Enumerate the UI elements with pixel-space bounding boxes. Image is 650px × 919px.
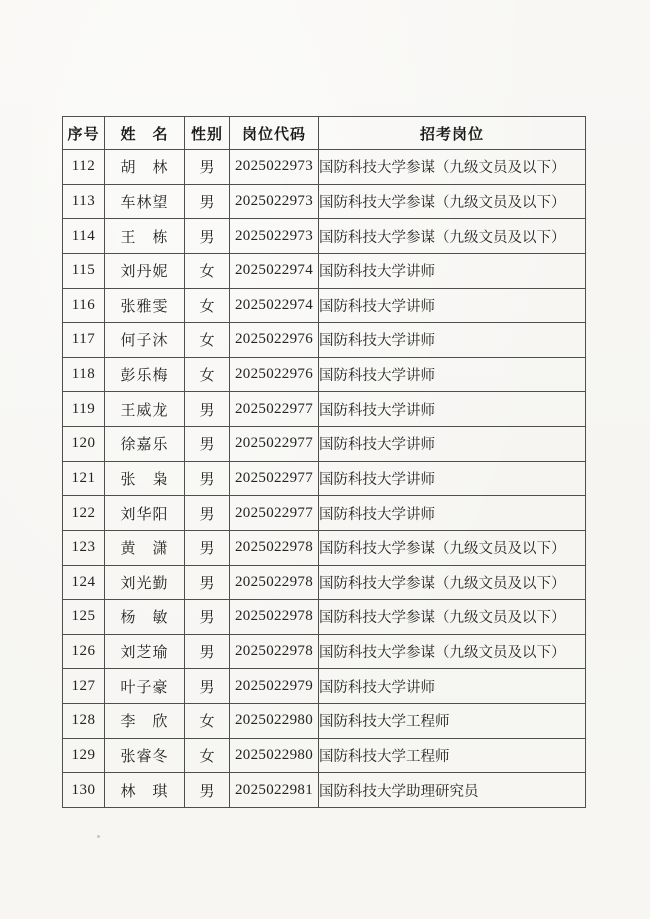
cell-gender: 男 [185,634,230,669]
cell-name: 徐嘉乐 [105,427,185,462]
cell-gender: 女 [185,738,230,773]
cell-name: 李 欣 [105,704,185,739]
cell-serial-number: 118 [63,357,105,392]
cell-gender: 男 [185,773,230,808]
cell-name: 张 枭 [105,461,185,496]
cell-gender: 女 [185,704,230,739]
cell-name: 刘华阳 [105,496,185,531]
table-row [63,184,586,219]
cell-serial-number: 121 [63,461,105,496]
cell-position-code: 2025022973 [230,150,319,185]
cell-name: 胡 林 [105,150,185,185]
cell-position-code: 2025022978 [230,600,319,635]
cell-recruitment-position: 国防科技大学参谋（九级文员及以下） [319,634,586,669]
cell-recruitment-position: 国防科技大学参谋（九级文员及以下） [319,600,586,635]
cell-serial-number: 120 [63,427,105,462]
recruitment-roster-table [62,116,586,808]
cell-position-code: 2025022978 [230,634,319,669]
cell-recruitment-position: 国防科技大学讲师 [319,323,586,358]
cell-recruitment-position: 国防科技大学讲师 [319,288,586,323]
table-row [63,600,586,635]
cell-position-code: 2025022976 [230,357,319,392]
cell-serial-number: 124 [63,565,105,600]
table-row [63,150,586,185]
cell-recruitment-position: 国防科技大学助理研究员 [319,773,586,808]
cell-name: 张雅雯 [105,288,185,323]
cell-serial-number: 119 [63,392,105,427]
cell-gender: 女 [185,323,230,358]
cell-recruitment-position: 国防科技大学工程师 [319,738,586,773]
cell-gender: 男 [185,392,230,427]
table-body [63,150,586,808]
cell-position-code: 2025022974 [230,253,319,288]
header-cell-gender: 性别 [185,117,230,150]
header-cell-position: 招考岗位 [319,117,586,150]
table-row [63,738,586,773]
cell-serial-number: 128 [63,704,105,739]
cell-gender: 男 [185,184,230,219]
cell-recruitment-position: 国防科技大学讲师 [319,392,586,427]
cell-serial-number: 113 [63,184,105,219]
cell-gender: 男 [185,669,230,704]
cell-position-code: 2025022980 [230,704,319,739]
cell-recruitment-position: 国防科技大学讲师 [319,669,586,704]
cell-recruitment-position: 国防科技大学讲师 [319,496,586,531]
cell-recruitment-position: 国防科技大学讲师 [319,427,586,462]
scan-speck-artifact [97,835,100,838]
table-row [63,427,586,462]
cell-name: 王威龙 [105,392,185,427]
cell-position-code: 2025022979 [230,669,319,704]
cell-gender: 男 [185,496,230,531]
cell-recruitment-position: 国防科技大学参谋（九级文员及以下） [319,219,586,254]
table-row [63,357,586,392]
cell-recruitment-position: 国防科技大学参谋（九级文员及以下） [319,150,586,185]
cell-gender: 男 [185,219,230,254]
header-cell-serial: 序号 [63,117,105,150]
table-row [63,634,586,669]
cell-serial-number: 127 [63,669,105,704]
cell-gender: 女 [185,253,230,288]
cell-position-code: 2025022978 [230,530,319,565]
cell-serial-number: 112 [63,150,105,185]
cell-position-code: 2025022977 [230,392,319,427]
cell-gender: 男 [185,461,230,496]
cell-position-code: 2025022973 [230,219,319,254]
cell-position-code: 2025022977 [230,496,319,531]
cell-position-code: 2025022977 [230,427,319,462]
cell-name: 彭乐梅 [105,357,185,392]
cell-position-code: 2025022974 [230,288,319,323]
cell-name: 张睿冬 [105,738,185,773]
cell-position-code: 2025022973 [230,184,319,219]
table-row [63,565,586,600]
cell-name: 王 栋 [105,219,185,254]
cell-name: 杨 敏 [105,600,185,635]
cell-name: 林 琪 [105,773,185,808]
table-row [63,219,586,254]
cell-gender: 女 [185,288,230,323]
table-row [63,392,586,427]
cell-name: 刘丹妮 [105,253,185,288]
cell-recruitment-position: 国防科技大学参谋（九级文员及以下） [319,530,586,565]
cell-serial-number: 125 [63,600,105,635]
cell-position-code: 2025022977 [230,461,319,496]
header-cell-name: 姓 名 [105,117,185,150]
cell-serial-number: 123 [63,530,105,565]
header-row [63,117,586,150]
cell-position-code: 2025022976 [230,323,319,358]
cell-gender: 女 [185,357,230,392]
cell-recruitment-position: 国防科技大学讲师 [319,461,586,496]
cell-name: 叶子豪 [105,669,185,704]
table-row [63,323,586,358]
cell-gender: 男 [185,150,230,185]
cell-recruitment-position: 国防科技大学讲师 [319,253,586,288]
cell-position-code: 2025022980 [230,738,319,773]
table-row [63,288,586,323]
cell-serial-number: 116 [63,288,105,323]
cell-serial-number: 122 [63,496,105,531]
cell-recruitment-position: 国防科技大学讲师 [319,357,586,392]
cell-serial-number: 114 [63,219,105,254]
header-cell-code: 岗位代码 [230,117,319,150]
cell-name: 车林望 [105,184,185,219]
cell-position-code: 2025022981 [230,773,319,808]
cell-gender: 男 [185,427,230,462]
cell-serial-number: 129 [63,738,105,773]
cell-recruitment-position: 国防科技大学工程师 [319,704,586,739]
table-row [63,530,586,565]
table-row [63,461,586,496]
cell-gender: 男 [185,530,230,565]
cell-recruitment-position: 国防科技大学参谋（九级文员及以下） [319,184,586,219]
table-row [63,704,586,739]
table-row [63,253,586,288]
cell-gender: 男 [185,600,230,635]
cell-name: 何子沐 [105,323,185,358]
cell-recruitment-position: 国防科技大学参谋（九级文员及以下） [319,565,586,600]
cell-gender: 男 [185,565,230,600]
cell-serial-number: 130 [63,773,105,808]
cell-name: 黄 潇 [105,530,185,565]
cell-serial-number: 117 [63,323,105,358]
cell-name: 刘芝瑜 [105,634,185,669]
cell-serial-number: 115 [63,253,105,288]
table-row [63,669,586,704]
cell-serial-number: 126 [63,634,105,669]
table-row [63,773,586,808]
cell-position-code: 2025022978 [230,565,319,600]
cell-name: 刘光勤 [105,565,185,600]
table-row [63,496,586,531]
